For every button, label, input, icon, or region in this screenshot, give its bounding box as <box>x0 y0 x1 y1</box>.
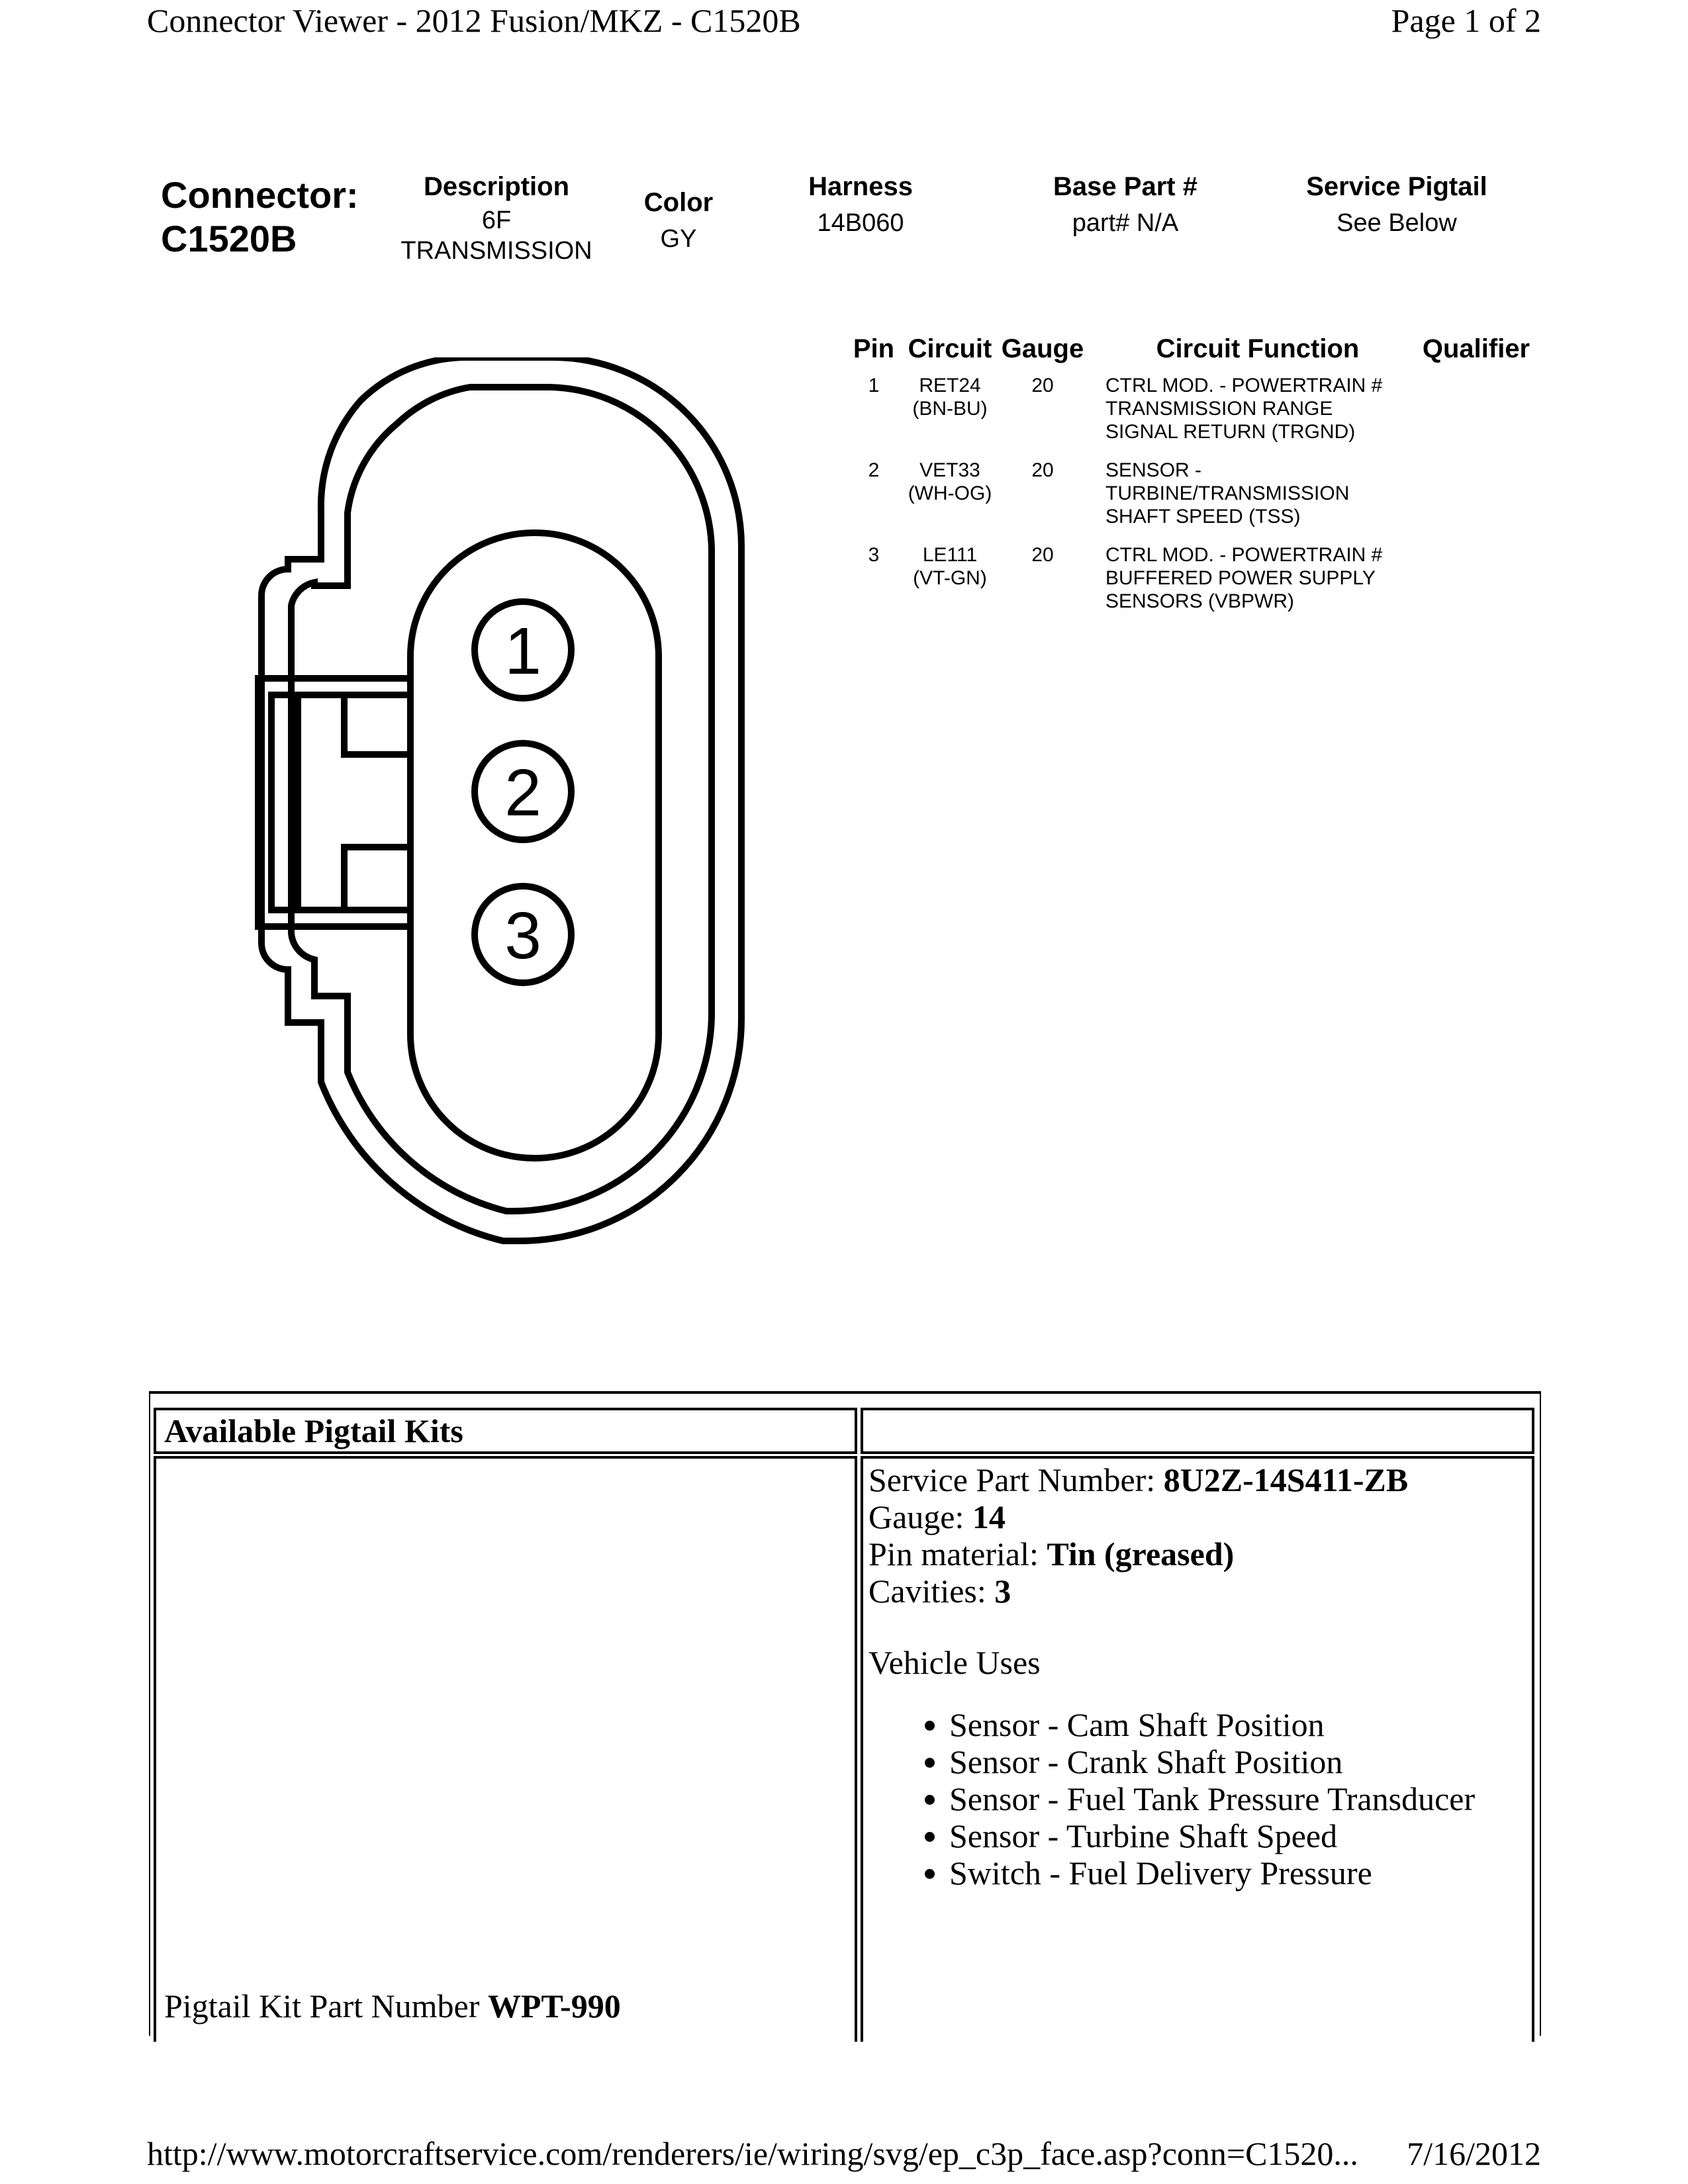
service-pigtail-value: See Below <box>1336 209 1457 237</box>
wire-color: (VT-GN) <box>913 567 987 589</box>
gauge-cell: 20 <box>1031 544 1054 566</box>
base-part-header: Base Part # <box>1053 172 1197 201</box>
pin-3-label: 3 <box>504 899 541 973</box>
connector-id: C1520B <box>161 218 297 259</box>
function-line: BUFFERED POWER SUPPLY <box>1105 567 1376 589</box>
footer-date: 7/16/2012 <box>1407 2135 1541 2172</box>
description-line2: TRANSMISSION <box>400 237 592 265</box>
connector-label <box>161 173 359 261</box>
pin-material-value: Tin (greased) <box>1047 1535 1235 1572</box>
cavities-label: Cavities: <box>868 1572 986 1610</box>
circuit-id: VET33 <box>919 459 980 481</box>
table-row <box>847 543 1542 628</box>
pin-material-label: Pin material: <box>868 1535 1039 1572</box>
color-column <box>622 187 735 254</box>
pin-number: 2 <box>868 459 880 481</box>
function-line: CTRL MOD. - POWERTRAIN # <box>1105 375 1383 396</box>
harness-header: Harness <box>808 172 913 201</box>
function-cell <box>1086 543 1410 628</box>
gauge-cell: 20 <box>1031 459 1054 481</box>
qualifier-cell <box>1410 374 1542 459</box>
base-part-value: part# N/A <box>1072 209 1179 237</box>
wire-color: (WH-OG) <box>908 482 992 504</box>
function-line: CTRL MOD. - POWERTRAIN # <box>1105 544 1383 566</box>
function-line: SENSORS (VBPWR) <box>1105 590 1295 612</box>
description-column <box>374 171 619 266</box>
circuit-id: LE111 <box>922 544 978 566</box>
pigtail-kit-image-cell <box>154 1456 857 2042</box>
base-part-column <box>1013 171 1238 238</box>
footer-url: http://www.motorcraftservice.com/renderers/ie/wiring/svg/ep_c3p_face.asp?conn=C1520... <box>147 2135 1358 2172</box>
color-header: Color <box>643 188 714 217</box>
wire-color: (BN-BU) <box>912 398 988 420</box>
pin-table-header <box>847 334 1542 374</box>
kit-part-value: WPT-990 <box>487 1987 621 2025</box>
function-cell <box>1086 459 1410 543</box>
list-item: • Switch - Fuel Delivery Pressure <box>949 1854 1526 1891</box>
pigtail-kit-title: Available Pigtail Kits <box>154 1408 857 1454</box>
table-row <box>847 459 1542 543</box>
harness-column <box>761 171 960 238</box>
page-title: Connector Viewer - 2012 Fusion/MKZ - C1520B <box>147 2 801 39</box>
pin-1-label: 1 <box>504 614 541 688</box>
list-item: • Sensor - Crank Shaft Position <box>949 1743 1526 1780</box>
color-value: GY <box>660 225 697 253</box>
pin-table <box>847 334 1542 628</box>
vehicle-uses-label: Vehicle Uses <box>868 1644 1041 1681</box>
circuit-id: RET24 <box>919 375 981 396</box>
description-line1: 6F <box>481 206 512 234</box>
connector-face-diagram <box>185 357 814 1244</box>
pin-header: Pin <box>853 334 895 363</box>
function-line: TURBINE/TRANSMISSION <box>1105 482 1350 504</box>
gauge-cell: 20 <box>1031 375 1054 396</box>
cavities-value: 3 <box>994 1572 1011 1610</box>
page-number: Page 1 of 2 <box>1391 2 1541 39</box>
service-part-number <box>868 1461 1526 1498</box>
function-cell <box>1086 374 1410 459</box>
gauge-header: Gauge <box>1001 334 1084 363</box>
latch-notch <box>344 695 410 910</box>
description-header: Description <box>423 172 570 201</box>
kit-gauge <box>868 1498 1526 1535</box>
harness-value: 14B060 <box>817 209 904 237</box>
kit-gauge-label: Gauge: <box>868 1498 964 1535</box>
qualifier-cell <box>1410 543 1542 628</box>
circuit-header: Circuit <box>908 334 992 363</box>
pigtail-kit-title-spacer <box>861 1408 1534 1454</box>
circuit-cell <box>900 543 1000 628</box>
function-header: Circuit Function <box>1156 334 1360 363</box>
service-pigtail-column <box>1278 171 1516 238</box>
kit-gauge-value: 14 <box>972 1498 1006 1535</box>
function-line: SENSOR - <box>1105 459 1202 481</box>
function-line: TRANSMISSION RANGE <box>1105 398 1333 420</box>
cavities <box>868 1572 1526 1610</box>
service-part-label: Service Part Number: <box>868 1461 1156 1498</box>
table-row <box>847 374 1542 459</box>
kit-part-label: Pigtail Kit Part Number <box>164 1987 480 2025</box>
function-line: SHAFT SPEED (TSS) <box>1105 506 1301 527</box>
list-item: • Sensor - Fuel Tank Pressure Transducer <box>949 1780 1526 1817</box>
pin-material <box>868 1535 1526 1572</box>
vehicle-uses-list <box>868 1706 1526 1891</box>
connector-outer-housing <box>261 357 741 1241</box>
service-pigtail-header: Service Pigtail <box>1306 172 1487 201</box>
pigtail-kit-part-number <box>164 1987 621 2025</box>
list-item: • Sensor - Cam Shaft Position <box>949 1706 1526 1743</box>
circuit-cell <box>900 374 1000 459</box>
connector-label-line1: Connector: <box>161 174 359 216</box>
pigtail-kit-details <box>861 1456 1534 2042</box>
list-item: • Sensor - Turbine Shaft Speed <box>949 1817 1526 1854</box>
circuit-cell <box>900 459 1000 543</box>
latch-outer <box>258 678 410 927</box>
qualifier-cell <box>1410 459 1542 543</box>
service-part-value: 8U2Z-14S411-ZB <box>1163 1461 1409 1498</box>
pin-number: 3 <box>868 544 880 566</box>
function-line: SIGNAL RETURN (TRGND) <box>1105 421 1356 443</box>
pin-2-label: 2 <box>504 756 541 830</box>
qualifier-header: Qualifier <box>1422 334 1530 363</box>
pin-number: 1 <box>868 375 880 396</box>
